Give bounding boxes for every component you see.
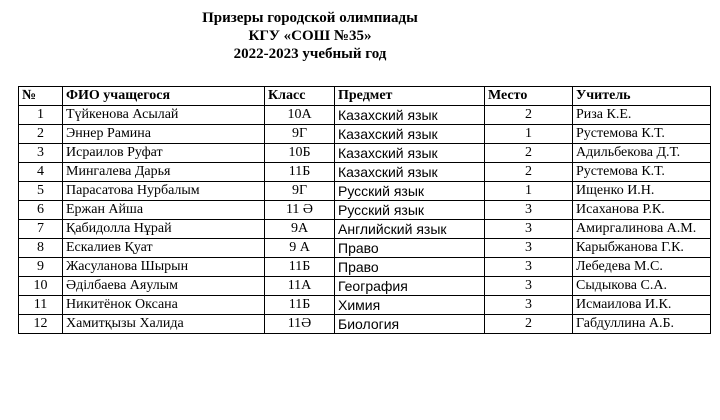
row-number: 2 bbox=[19, 125, 63, 144]
class-cell: 10А bbox=[265, 106, 335, 125]
student-name: Түйкенова Асылай bbox=[63, 106, 265, 125]
subject-cell: Казахский язык bbox=[335, 125, 485, 144]
place-cell: 2 bbox=[485, 315, 573, 334]
student-name: Исраилов Руфат bbox=[63, 144, 265, 163]
class-cell: 11Б bbox=[265, 258, 335, 277]
table-row bbox=[19, 125, 711, 144]
place-cell: 3 bbox=[485, 220, 573, 239]
subject-cell: Казахский язык bbox=[335, 144, 485, 163]
teacher-cell: Карыбжанова Г.К. bbox=[573, 239, 711, 258]
subject-cell: География bbox=[335, 277, 485, 296]
table-row bbox=[19, 296, 711, 315]
teacher-cell: Риза К.Е. bbox=[573, 106, 711, 125]
table-row bbox=[19, 315, 711, 334]
class-cell: 11Б bbox=[265, 296, 335, 315]
table-row bbox=[19, 277, 711, 296]
row-number: 10 bbox=[19, 277, 63, 296]
teacher-cell: Рустемова К.Т. bbox=[573, 163, 711, 182]
winners-table bbox=[18, 86, 711, 334]
subject-cell: Право bbox=[335, 258, 485, 277]
student-name: Ескалиев Қуат bbox=[63, 239, 265, 258]
row-number: 9 bbox=[19, 258, 63, 277]
student-name: Мингалева Дарья bbox=[63, 163, 265, 182]
class-cell: 11А bbox=[265, 277, 335, 296]
table-header-row bbox=[19, 87, 711, 106]
header-school: КГУ «СОШ №35» bbox=[248, 28, 372, 44]
place-cell: 1 bbox=[485, 125, 573, 144]
class-cell: 9Г bbox=[265, 125, 335, 144]
subject-cell: Казахский язык bbox=[335, 106, 485, 125]
row-number: 4 bbox=[19, 163, 63, 182]
column-header-number: № bbox=[19, 87, 63, 106]
subject-cell: Химия bbox=[335, 296, 485, 315]
student-name: Ержан Айша bbox=[63, 201, 265, 220]
subject-cell: Право bbox=[335, 239, 485, 258]
student-name: Хамитқызы Халида bbox=[63, 315, 265, 334]
student-name: Парасатова Нурбалым bbox=[63, 182, 265, 201]
table-row bbox=[19, 201, 711, 220]
table-body bbox=[19, 106, 711, 334]
table-row bbox=[19, 163, 711, 182]
class-cell: 9 А bbox=[265, 239, 335, 258]
teacher-cell: Адильбекова Д.Т. bbox=[573, 144, 711, 163]
header-title: Призеры городской олимпиады bbox=[202, 10, 418, 26]
teacher-cell: Исмаилова И.К. bbox=[573, 296, 711, 315]
row-number: 5 bbox=[19, 182, 63, 201]
document-header bbox=[0, 9, 620, 63]
student-name: Никитёнок Оксана bbox=[63, 296, 265, 315]
student-name: Эннер Рамина bbox=[63, 125, 265, 144]
class-cell: 9А bbox=[265, 220, 335, 239]
class-cell: 9Г bbox=[265, 182, 335, 201]
place-cell: 3 bbox=[485, 239, 573, 258]
header-year: 2022-2023 учебный год bbox=[233, 46, 387, 62]
row-number: 1 bbox=[19, 106, 63, 125]
student-name: Жасуланова Шырын bbox=[63, 258, 265, 277]
place-cell: 1 bbox=[485, 182, 573, 201]
row-number: 3 bbox=[19, 144, 63, 163]
teacher-cell: Амиргалинова А.М. bbox=[573, 220, 711, 239]
table-row bbox=[19, 144, 711, 163]
class-cell: 11Б bbox=[265, 163, 335, 182]
subject-cell: Казахский язык bbox=[335, 163, 485, 182]
teacher-cell: Ищенко И.Н. bbox=[573, 182, 711, 201]
student-name: Қабидолла Нұрай bbox=[63, 220, 265, 239]
row-number: 8 bbox=[19, 239, 63, 258]
column-header-name: ФИО учащегося bbox=[63, 87, 265, 106]
row-number: 6 bbox=[19, 201, 63, 220]
teacher-cell: Исаханова Р.К. bbox=[573, 201, 711, 220]
teacher-cell: Габдуллина А.Б. bbox=[573, 315, 711, 334]
student-name: Әділбаева Аяулым bbox=[63, 277, 265, 296]
row-number: 12 bbox=[19, 315, 63, 334]
table-row bbox=[19, 220, 711, 239]
place-cell: 3 bbox=[485, 258, 573, 277]
column-header-place: Место bbox=[485, 87, 573, 106]
class-cell: 10Б bbox=[265, 144, 335, 163]
column-header-subject: Предмет bbox=[335, 87, 485, 106]
column-header-teacher: Учитель bbox=[573, 87, 711, 106]
row-number: 11 bbox=[19, 296, 63, 315]
place-cell: 3 bbox=[485, 201, 573, 220]
place-cell: 3 bbox=[485, 277, 573, 296]
place-cell: 3 bbox=[485, 296, 573, 315]
teacher-cell: Рустемова К.Т. bbox=[573, 125, 711, 144]
place-cell: 2 bbox=[485, 106, 573, 125]
table-row bbox=[19, 239, 711, 258]
teacher-cell: Сыдыкова С.А. bbox=[573, 277, 711, 296]
subject-cell: Русский язык bbox=[335, 182, 485, 201]
teacher-cell: Лебедева М.С. bbox=[573, 258, 711, 277]
table-row bbox=[19, 258, 711, 277]
place-cell: 2 bbox=[485, 144, 573, 163]
class-cell: 11 Ә bbox=[265, 201, 335, 220]
table-row bbox=[19, 182, 711, 201]
subject-cell: Биология bbox=[335, 315, 485, 334]
column-header-class: Класс bbox=[265, 87, 335, 106]
place-cell: 2 bbox=[485, 163, 573, 182]
row-number: 7 bbox=[19, 220, 63, 239]
table-row bbox=[19, 106, 711, 125]
subject-cell: Русский язык bbox=[335, 201, 485, 220]
subject-cell: Английский язык bbox=[335, 220, 485, 239]
class-cell: 11Ә bbox=[265, 315, 335, 334]
